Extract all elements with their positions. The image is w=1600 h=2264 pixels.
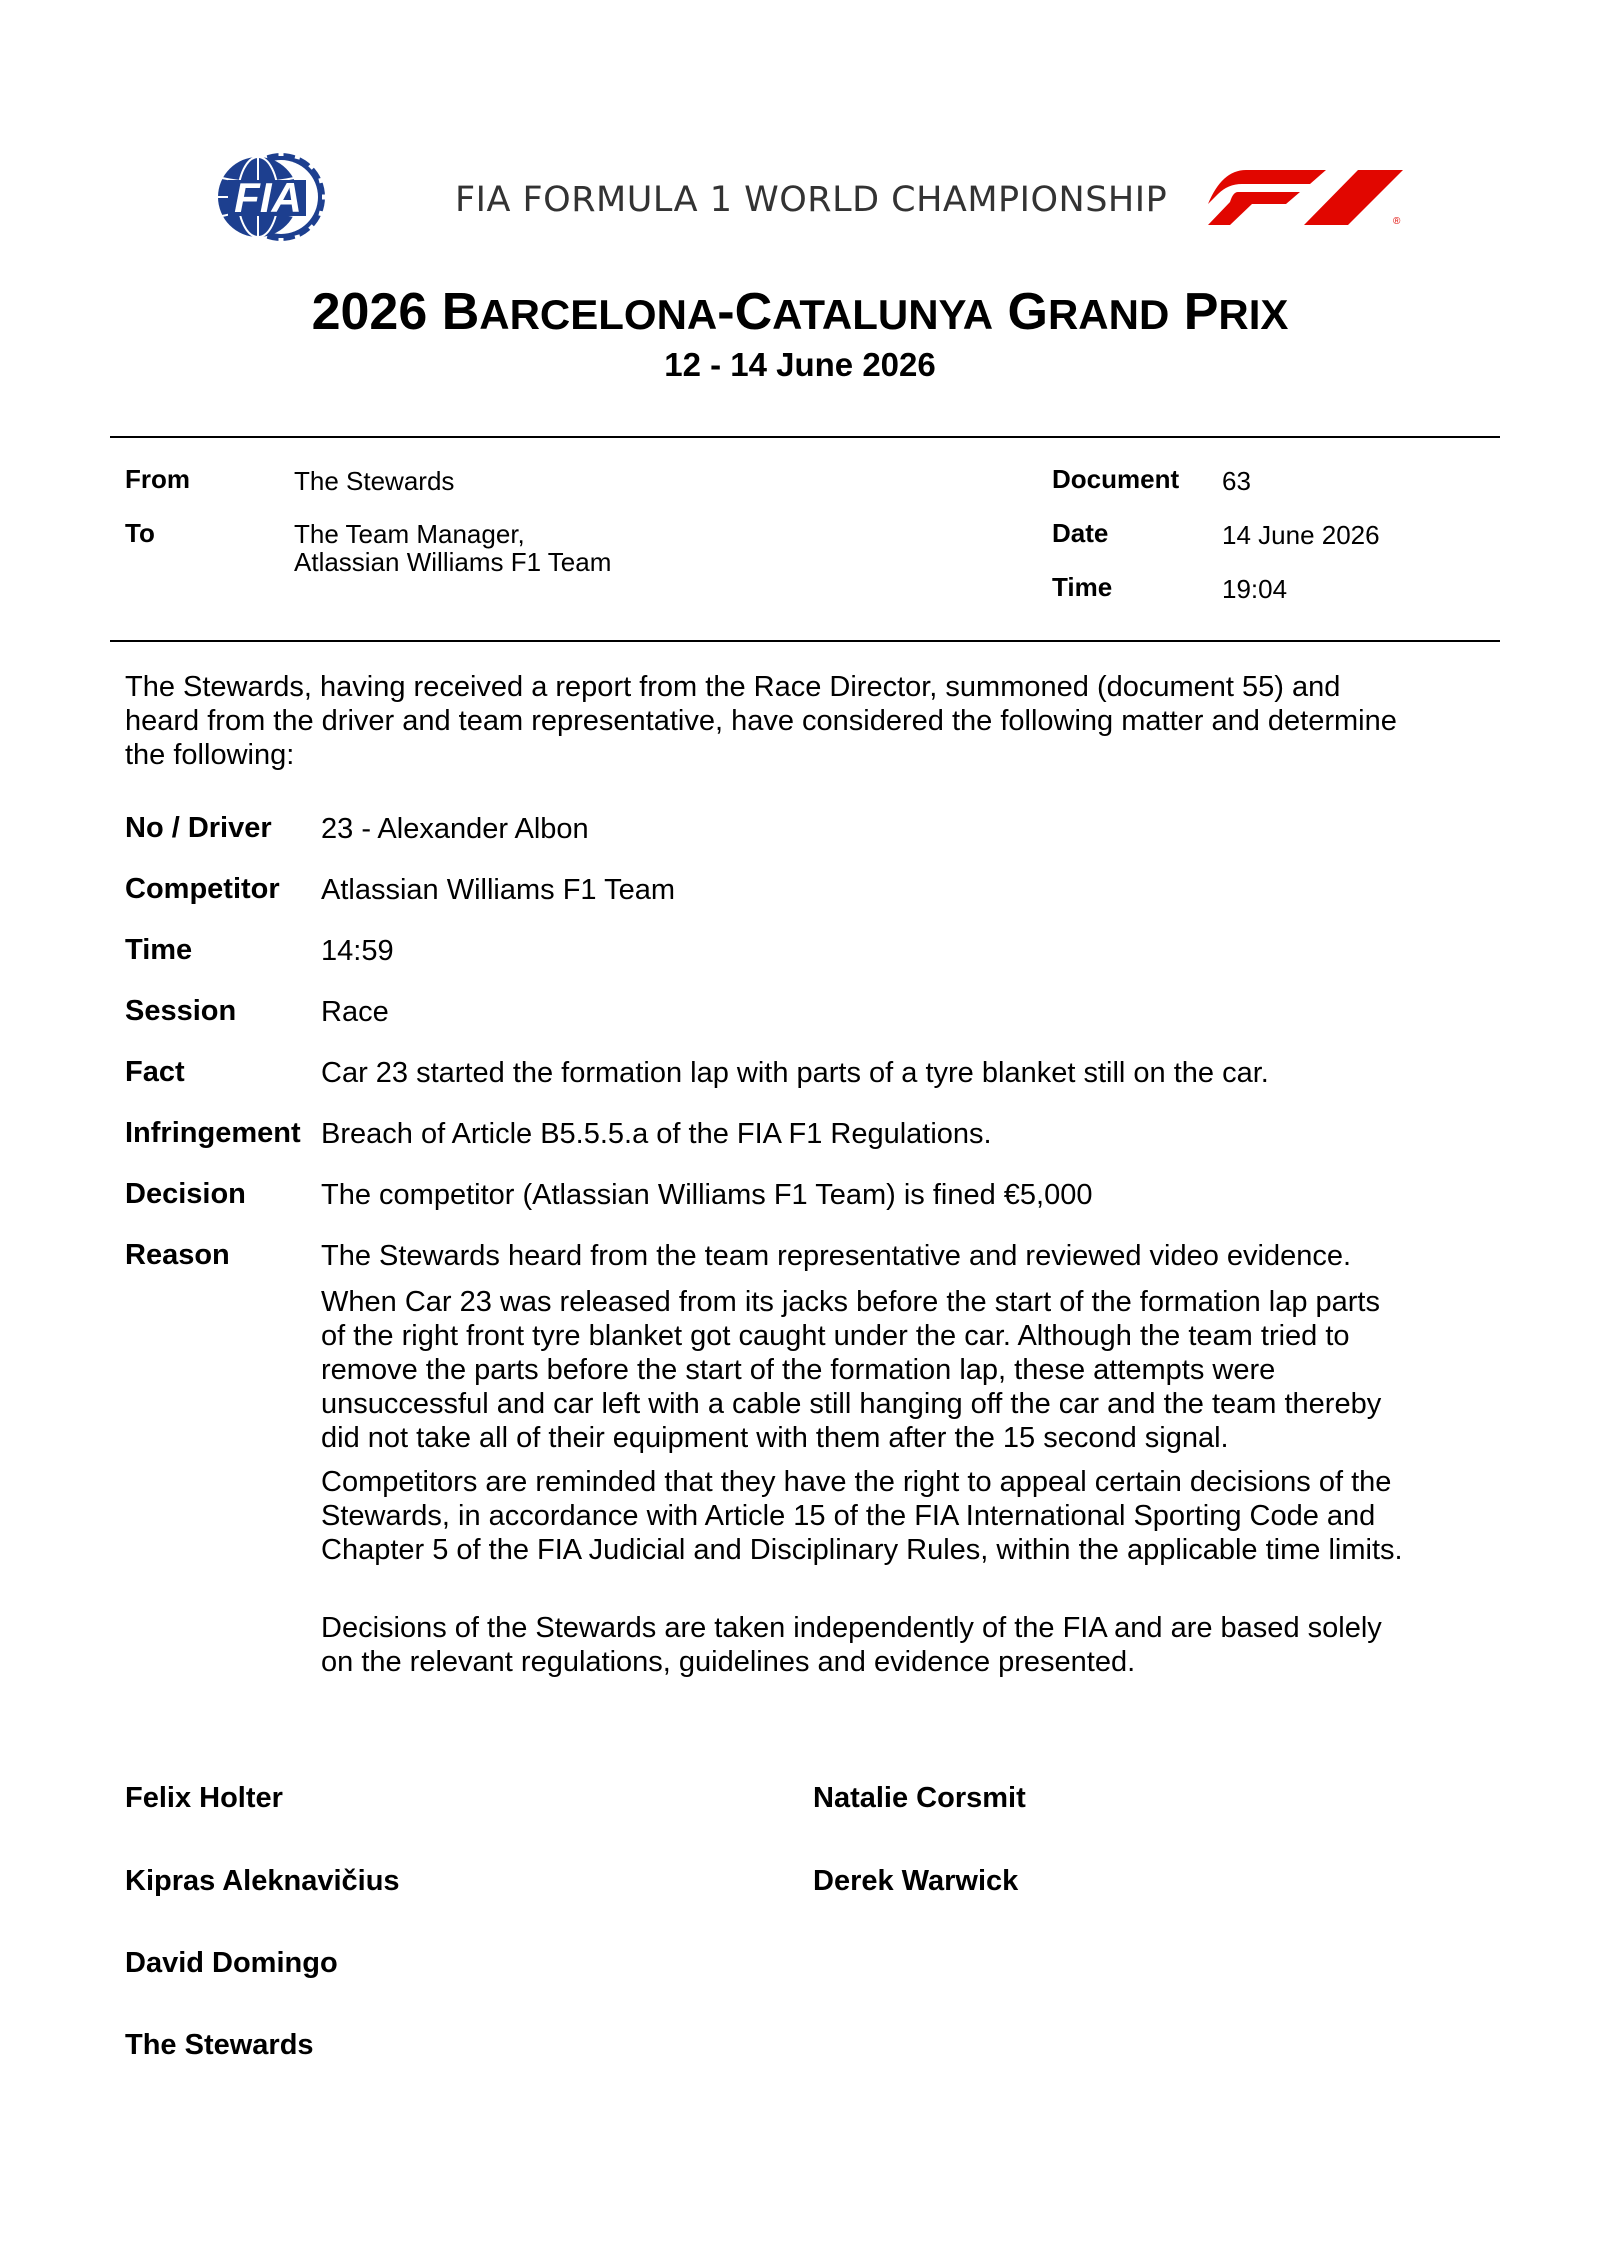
date-value: 14 June 2026 [1222, 520, 1380, 550]
f1-logo [1208, 170, 1403, 225]
reason-value: The Stewards heard from the team representative and reviewed video evidence. [321, 1240, 1352, 1272]
title-word-initial: C [734, 283, 773, 341]
infringement-value: Breach of Article B5.5.5.a of the FIA F1 Regulations. [321, 1118, 992, 1150]
to-label: To [125, 518, 155, 548]
from-value: The Stewards [294, 466, 455, 496]
incident-time-value: 14:59 [321, 935, 394, 967]
incident-time-label: Time [125, 934, 193, 966]
reason-line: unsuccessful and car left with a cable still hanging off the car and the team thereby [321, 1388, 1382, 1420]
svg-text:®: ® [1393, 216, 1401, 225]
title-word-rest: RIX [1218, 291, 1289, 338]
intro-line: The Stewards, having received a report from the Race Director, summoned (document 55) and [125, 671, 1341, 703]
to-value-line: The Team Manager, [294, 519, 525, 549]
intro-line: heard from the driver and team representative, have considered the following matter and determine [125, 705, 1397, 737]
session-value: Race [321, 996, 389, 1028]
decision-value: The competitor (Atlassian Williams F1 Team) is fined €5,000 [321, 1179, 1093, 1211]
title-word-initial: B [441, 283, 480, 341]
steward-name: Felix Holter [125, 1782, 283, 1814]
reason-label: Reason [125, 1239, 230, 1271]
steward-name: Natalie Corsmit [813, 1782, 1026, 1814]
reason-line: did not take all of their equipment with them after the 15 second signal. [321, 1422, 1229, 1454]
to-value-line: Atlassian Williams F1 Team [294, 547, 612, 577]
title-word-rest: RAND [1047, 291, 1170, 338]
title-word-initial: G [1007, 283, 1048, 341]
competitor-label: Competitor [125, 873, 280, 905]
fact-value: Car 23 started the formation lap with parts of a tyre blanket still on the car. [321, 1057, 1269, 1089]
date-label: Date [1052, 518, 1109, 548]
reason-line: When Car 23 was released from its jacks before the start of the formation lap parts [321, 1286, 1380, 1318]
title-word-initial: P [1183, 283, 1219, 341]
fact-label: Fact [125, 1056, 185, 1088]
competitor-value: Atlassian Williams F1 Team [321, 874, 676, 906]
time-value: 19:04 [1222, 574, 1288, 604]
steward-name: David Domingo [125, 1947, 338, 1979]
independence-line: on the relevant regulations, guidelines and evidence presented. [321, 1646, 1136, 1678]
stewards-signoff: The Stewards [125, 2029, 314, 2061]
divider-bottom [110, 640, 1500, 642]
infringement-label: Infringement [125, 1117, 301, 1149]
reason-paragraph [321, 1285, 1491, 1455]
title-word-rest: ARCELONA [479, 291, 718, 338]
independence-paragraph [321, 1611, 1491, 1679]
title-year: 2026 [311, 283, 428, 341]
independence-line: Decisions of the Stewards are taken independently of the FIA and are based solely [321, 1612, 1382, 1644]
event-dates: 12 - 14 June 2026 [664, 346, 936, 383]
intro-paragraph [125, 670, 1480, 772]
steward-name: Derek Warwick [813, 1865, 1019, 1897]
appeal-line: Competitors are reminded that they have the right to appeal certain decisions of the [321, 1466, 1392, 1498]
to-value [294, 520, 611, 576]
from-label: From [125, 464, 190, 494]
event-title [0, 282, 1600, 342]
decision-label: Decision [125, 1178, 246, 1210]
appeal-paragraph [321, 1465, 1491, 1567]
reason-line: of the right front tyre blanket got caught under the car. Although the team tried to [321, 1320, 1350, 1352]
title-hyphen: - [717, 283, 735, 341]
document-label: Document [1052, 464, 1180, 494]
driver-label: No / Driver [125, 812, 272, 844]
steward-name: Kipras Aleknavičius [125, 1865, 400, 1897]
divider-top [110, 436, 1500, 438]
time-label: Time [1052, 572, 1113, 602]
document-value: 63 [1222, 466, 1251, 496]
fia-logo-text: FIA [234, 174, 302, 221]
fia-logo [206, 150, 341, 245]
title-word-rest: ATALUNYA [772, 291, 994, 338]
appeal-line: Stewards, in accordance with Article 15 of the FIA International Sporting Code and [321, 1500, 1376, 1532]
driver-value: 23 - Alexander Albon [321, 813, 589, 845]
intro-line: the following: [125, 739, 295, 771]
reason-line: remove the parts before the start of the formation lap, these attempts were [321, 1354, 1276, 1386]
championship-title: FIA FORMULA 1 WORLD CHAMPIONSHIP [455, 180, 1168, 220]
session-label: Session [125, 995, 237, 1027]
appeal-line: Chapter 5 of the FIA Judicial and Disciplinary Rules, within the applicable time limits. [321, 1534, 1403, 1566]
